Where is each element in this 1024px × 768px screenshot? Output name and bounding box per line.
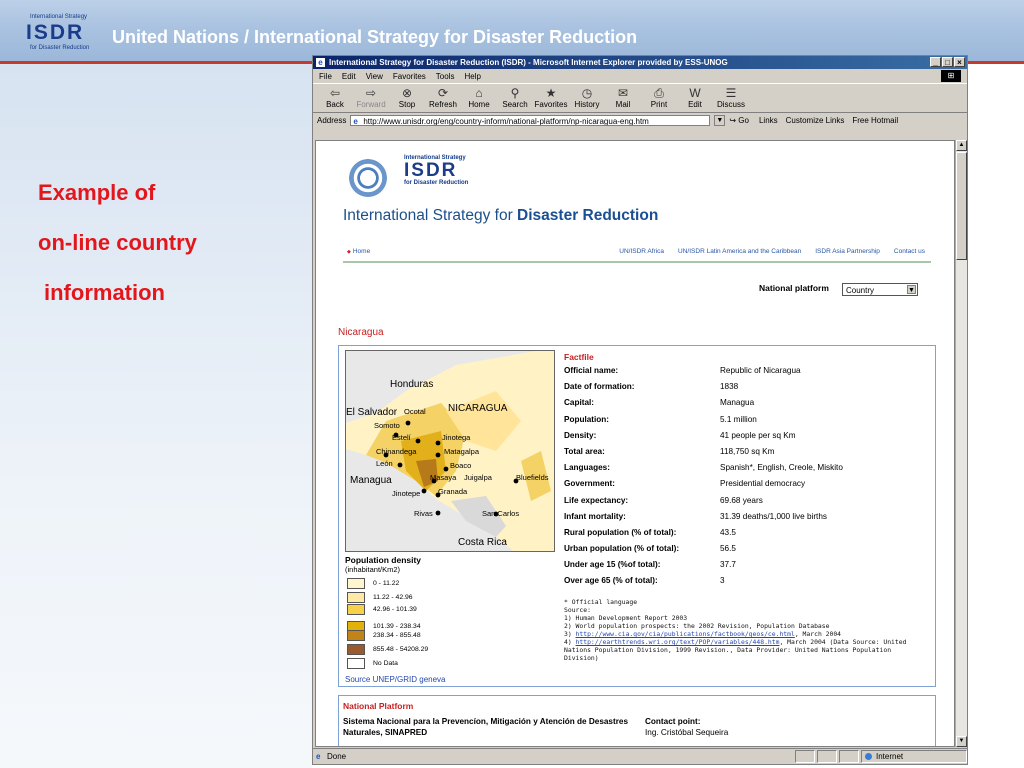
menu-tools[interactable]: Tools xyxy=(435,71,455,81)
back-label: Back xyxy=(326,100,344,109)
map-small-label: Granada xyxy=(438,487,468,496)
address-bar xyxy=(313,113,967,127)
map-small-label: Rivas xyxy=(414,509,433,518)
city-marker xyxy=(406,421,411,426)
legend-swatch xyxy=(347,578,365,589)
legend-item xyxy=(347,604,417,615)
nav-link-asia[interactable]: ISDR Asia Partnership xyxy=(815,248,880,255)
city-marker xyxy=(416,439,421,444)
links-bar xyxy=(759,116,898,125)
source-link[interactable]: Source UNEP/GRID geneva xyxy=(345,675,446,684)
note-source: Source: xyxy=(564,606,591,614)
page-logo-bottom: for Disaster Reduction xyxy=(404,180,469,186)
contact-point xyxy=(645,716,728,738)
map-label-costa-rica: Costa Rica xyxy=(458,537,507,548)
legend-item xyxy=(347,592,413,603)
fact-row xyxy=(564,398,924,414)
toolbar xyxy=(313,83,967,113)
nav-home-link[interactable]: ◆ Home xyxy=(347,248,370,255)
fact-row xyxy=(564,512,924,528)
status-cell xyxy=(817,750,837,763)
map-small-label: San Carlos xyxy=(482,509,520,518)
history-icon: ◷ xyxy=(581,86,593,100)
slide-title: United Nations / International Strategy for Disaster Reduction xyxy=(112,27,638,47)
fact-value: Presidential democracy xyxy=(720,479,806,489)
history-label: History xyxy=(574,100,600,109)
fact-value: 43.5 xyxy=(720,527,736,537)
legend-swatch xyxy=(347,592,365,603)
nicaragua-map xyxy=(345,350,555,552)
go-button[interactable]: ↪ Go xyxy=(729,115,749,125)
national-platform-label: National platform xyxy=(759,283,829,293)
contact-name: Ing. Cristóbal Sequeira xyxy=(645,728,729,737)
minimize-button[interactable]: _ xyxy=(930,57,941,67)
discuss-icon: ☰ xyxy=(725,86,737,100)
fact-row xyxy=(564,479,924,495)
url-dropdown-button[interactable]: ▼ xyxy=(714,115,725,126)
fact-key: Official name: xyxy=(564,366,619,375)
fact-value: 5.1 million xyxy=(720,414,757,424)
legend-label: No Data xyxy=(373,660,398,667)
note-4 xyxy=(564,638,924,662)
fact-key: Over age 65 (% of total): xyxy=(564,576,658,586)
fact-key: Infant mortality: xyxy=(564,511,626,521)
national-platform-box xyxy=(338,695,936,747)
city-marker xyxy=(398,463,403,468)
map-small-label: Bluefields xyxy=(516,473,549,482)
city-marker xyxy=(436,453,441,458)
nav-link-contact[interactable]: Contact us xyxy=(893,248,925,255)
fact-row xyxy=(564,382,924,398)
vertical-scrollbar[interactable] xyxy=(955,140,967,747)
links-label[interactable]: Links xyxy=(758,115,778,125)
edit-label: Edit xyxy=(688,100,702,109)
nav-link-africa[interactable]: UN/ISDR Africa xyxy=(619,248,665,255)
print-button[interactable] xyxy=(641,84,677,112)
fact-key: Languages: xyxy=(564,463,610,473)
isdr-logo xyxy=(26,14,100,52)
fact-value: 37.7 xyxy=(720,560,736,570)
note-3 xyxy=(564,630,924,638)
home-icon: ⌂ xyxy=(475,86,483,100)
home-button[interactable] xyxy=(461,84,497,112)
fact-key: Total area: xyxy=(564,446,605,456)
browser-window xyxy=(312,55,968,765)
fact-key: Date of formation: xyxy=(564,382,635,392)
site-nav xyxy=(343,247,931,263)
map-small-label: Jinotega xyxy=(442,433,471,442)
map-small-label: Matagalpa xyxy=(444,447,480,456)
caption-line-3: information xyxy=(44,280,165,305)
refresh-label: Refresh xyxy=(428,100,457,109)
country-select-value: Country xyxy=(846,286,875,295)
go-label: Go xyxy=(738,115,749,125)
customize-links-link[interactable]: Customize Links xyxy=(785,115,845,125)
print-icon: ⎙ xyxy=(654,86,664,100)
page-icon: e xyxy=(353,116,358,126)
scroll-up-button[interactable]: ▲ xyxy=(956,140,967,151)
fact-key: Government: xyxy=(564,479,615,489)
legend-item xyxy=(347,630,421,641)
factfile-table xyxy=(564,352,924,593)
fact-key: Life expectancy: xyxy=(564,495,629,505)
menu-edit[interactable]: Edit xyxy=(341,71,356,81)
site-title-b: Disaster Reduction xyxy=(517,207,659,224)
mail-icon: ✉ xyxy=(617,86,629,100)
fact-row xyxy=(564,528,924,544)
national-platform-title: National Platform xyxy=(343,701,414,711)
favorites-label: Favorites xyxy=(534,100,568,109)
note-3-suffix: , March 2004 xyxy=(794,630,842,638)
country-heading: Nicaragua xyxy=(338,327,384,338)
map-small-label: Somoto xyxy=(374,421,400,430)
map-small-label: Ocotal xyxy=(404,407,426,416)
mail-button[interactable] xyxy=(605,84,641,112)
scroll-thumb[interactable] xyxy=(956,152,967,260)
free-hotmail-link[interactable]: Free Hotmail xyxy=(852,115,899,125)
map-small-label: Masaya xyxy=(430,473,457,482)
home-label: Home xyxy=(468,100,490,109)
factfile-title: Factfile xyxy=(564,352,594,362)
map-small-label: Boaco xyxy=(450,461,472,470)
map-label-el-salvador: El Salvador xyxy=(346,407,398,418)
stop-icon: ⊗ xyxy=(401,86,413,100)
fact-row xyxy=(564,415,924,431)
legend-swatch xyxy=(347,630,365,641)
site-title-a: International Strategy for xyxy=(343,207,518,224)
favorites-icon: ★ xyxy=(545,86,557,100)
fact-key: Density: xyxy=(564,430,597,440)
discuss-label: Discuss xyxy=(716,100,745,109)
fact-row xyxy=(564,431,924,447)
fact-row xyxy=(564,560,924,576)
factfile-box xyxy=(338,345,936,687)
logo-top-text: International Strategy xyxy=(30,14,88,20)
history-button[interactable] xyxy=(569,84,605,112)
fact-row xyxy=(564,447,924,463)
fact-value: 31.39 deaths/1,000 live births xyxy=(720,511,827,521)
city-marker xyxy=(422,489,427,494)
security-zone: Internet xyxy=(861,750,967,763)
un-emblem-icon xyxy=(344,158,392,198)
fact-row xyxy=(564,496,924,512)
contact-label: Contact point: xyxy=(645,717,701,726)
legend-item xyxy=(347,644,428,655)
menu-help[interactable]: Help xyxy=(464,71,481,81)
note-1: 1) Human Development Report 2003 xyxy=(564,614,688,622)
page-isdr-logo[interactable] xyxy=(404,155,490,197)
menu-file[interactable]: File xyxy=(319,71,332,81)
map-label-managua: Managua xyxy=(350,475,392,486)
menu-favorites[interactable]: Favorites xyxy=(392,71,426,81)
site-title xyxy=(343,207,658,225)
note-3-link[interactable]: http://www.cia.gov/cia/publications/factbook/geos/ce.html xyxy=(575,630,795,638)
legend-label: 11.22 - 42.96 xyxy=(373,594,413,601)
fact-key: Population: xyxy=(564,414,610,424)
map-label-honduras: Honduras xyxy=(390,379,434,390)
print-label: Print xyxy=(650,100,668,109)
ie-icon: e xyxy=(316,58,325,67)
fact-value: Republic of Nicaragua xyxy=(720,366,801,375)
edit-button[interactable] xyxy=(677,84,713,112)
national-platform-name: Sistema Nacional para la Prevencíon, Mitigación y Atención de Desastres Naturales, SINAPRED xyxy=(343,717,628,737)
page-viewport xyxy=(315,140,955,747)
favorites-button[interactable] xyxy=(533,84,569,112)
map-label-nicaragua: NICARAGUA xyxy=(448,403,508,414)
note-4-suffix: , March 2004 (Data Source: United Nations Population Division, 1999 Revision., Data Provider: United Nations Population Division) xyxy=(564,638,907,662)
back-button[interactable] xyxy=(317,84,353,112)
word-edit-icon: W xyxy=(689,86,701,100)
windows-logo-icon: ⊞ xyxy=(941,70,961,82)
status-text: e Done xyxy=(313,752,795,761)
legend-label: 855.48 - 54208.29 xyxy=(373,646,429,653)
map-small-label: Chinandega xyxy=(376,447,417,456)
mail-label: Mail xyxy=(615,100,631,109)
legend-label: 42.96 - 101.39 xyxy=(373,606,417,613)
legend-swatch xyxy=(347,658,365,669)
fact-value: 41 people per sq Km xyxy=(720,430,796,440)
chevron-down-icon: ▼ xyxy=(908,287,915,294)
note-4-prefix: 4) xyxy=(564,638,576,646)
map-small-label: Estelí xyxy=(392,433,411,442)
city-marker xyxy=(436,511,441,516)
logo-bottom-text: for Disaster Reduction xyxy=(30,45,90,51)
fact-value: 69.68 years xyxy=(720,495,763,505)
scroll-down-button[interactable]: ▼ xyxy=(956,736,967,747)
map-small-label: Jinotepe xyxy=(392,489,421,498)
forward-label: Forward xyxy=(356,100,386,109)
fact-value: Managua xyxy=(720,398,755,408)
discuss-button[interactable] xyxy=(713,84,749,112)
page-logo-top: International Strategy xyxy=(404,155,466,161)
fact-key: Rural population (% of total): xyxy=(564,527,677,537)
fact-key: Urban population (% of total): xyxy=(564,544,680,554)
legend-title: Population density xyxy=(345,555,422,565)
fact-key: Under age 15 (%of total): xyxy=(564,560,661,570)
city-marker xyxy=(436,441,441,446)
legend-label: 101.39 - 238.34 xyxy=(373,623,421,630)
menu-view[interactable]: View xyxy=(365,71,383,81)
fact-row xyxy=(564,366,924,382)
browser-titlebar[interactable] xyxy=(313,56,967,69)
address-label: Address xyxy=(317,115,347,125)
page-logo-mid: ISDR xyxy=(404,160,458,181)
fact-row xyxy=(564,544,924,560)
note-2: 2) World population prospects: the 2002 Revision, Population Database xyxy=(564,622,830,630)
stop-label: Stop xyxy=(398,100,416,109)
status-cell xyxy=(795,750,815,763)
legend-item xyxy=(347,658,398,669)
search-label: Search xyxy=(502,100,528,109)
search-button[interactable] xyxy=(497,84,533,112)
caption-line-2: on-line country xyxy=(38,230,197,255)
note-3-prefix: 3) xyxy=(564,630,576,638)
fact-row xyxy=(564,463,924,479)
factfile-notes xyxy=(564,598,924,662)
refresh-button[interactable] xyxy=(425,84,461,112)
legend-subtitle: (inhabitant/Km2) xyxy=(345,565,401,574)
fact-value: Spanish*, English, Creole, Miskito xyxy=(720,463,843,473)
map-small-label: Juigalpa xyxy=(464,473,492,482)
fact-row xyxy=(564,576,924,592)
legend-item xyxy=(347,578,399,589)
note-4-link[interactable]: http://earthtrends.wri.org/text/POP/variables/448.htm xyxy=(575,638,780,646)
legend-swatch xyxy=(347,604,365,615)
fact-value: 118,750 sq Km xyxy=(720,446,775,456)
fact-value: 1838 xyxy=(720,382,739,392)
note-official-language: * Official language xyxy=(564,598,638,606)
status-bar xyxy=(313,748,967,764)
fact-value: 56.5 xyxy=(720,544,736,554)
forward-arrow-icon: ⇨ xyxy=(365,86,377,100)
url-input[interactable] xyxy=(350,115,710,126)
nav-link-latin-america[interactable]: UN/ISDR Latin America and the Caribbean xyxy=(678,248,802,255)
legend-swatch xyxy=(347,644,365,655)
country-select[interactable] xyxy=(842,283,918,296)
caption-line-1: Example of xyxy=(38,180,156,205)
status-cell xyxy=(839,750,859,763)
window-title: International Strategy for Disaster Reduction (ISDR) - Microsoft Internet Explorer provided by ESS-UNOG xyxy=(329,58,728,67)
close-button[interactable]: × xyxy=(954,57,965,67)
menu-bar xyxy=(313,69,967,83)
logo-mid-text: ISDR xyxy=(26,21,85,44)
legend-label: 0 - 11.22 xyxy=(373,580,400,587)
forward-button[interactable] xyxy=(353,84,389,112)
fact-value: 3 xyxy=(720,576,725,586)
slide-caption xyxy=(38,168,197,318)
legend-label: 238.34 - 855.48 xyxy=(373,632,421,639)
url-text: http://www.unisdr.org/eng/country-inform/national-platform/np-nicaragua-eng.htm xyxy=(363,116,649,126)
refresh-icon: ⟳ xyxy=(437,86,449,100)
stop-button[interactable] xyxy=(389,84,425,112)
map-small-label: León xyxy=(376,459,393,468)
fact-key: Capital: xyxy=(564,398,595,408)
maximize-button[interactable]: □ xyxy=(942,57,953,67)
search-icon: ⚲ xyxy=(510,86,520,100)
city-marker xyxy=(444,467,449,472)
back-arrow-icon: ⇦ xyxy=(329,86,341,100)
